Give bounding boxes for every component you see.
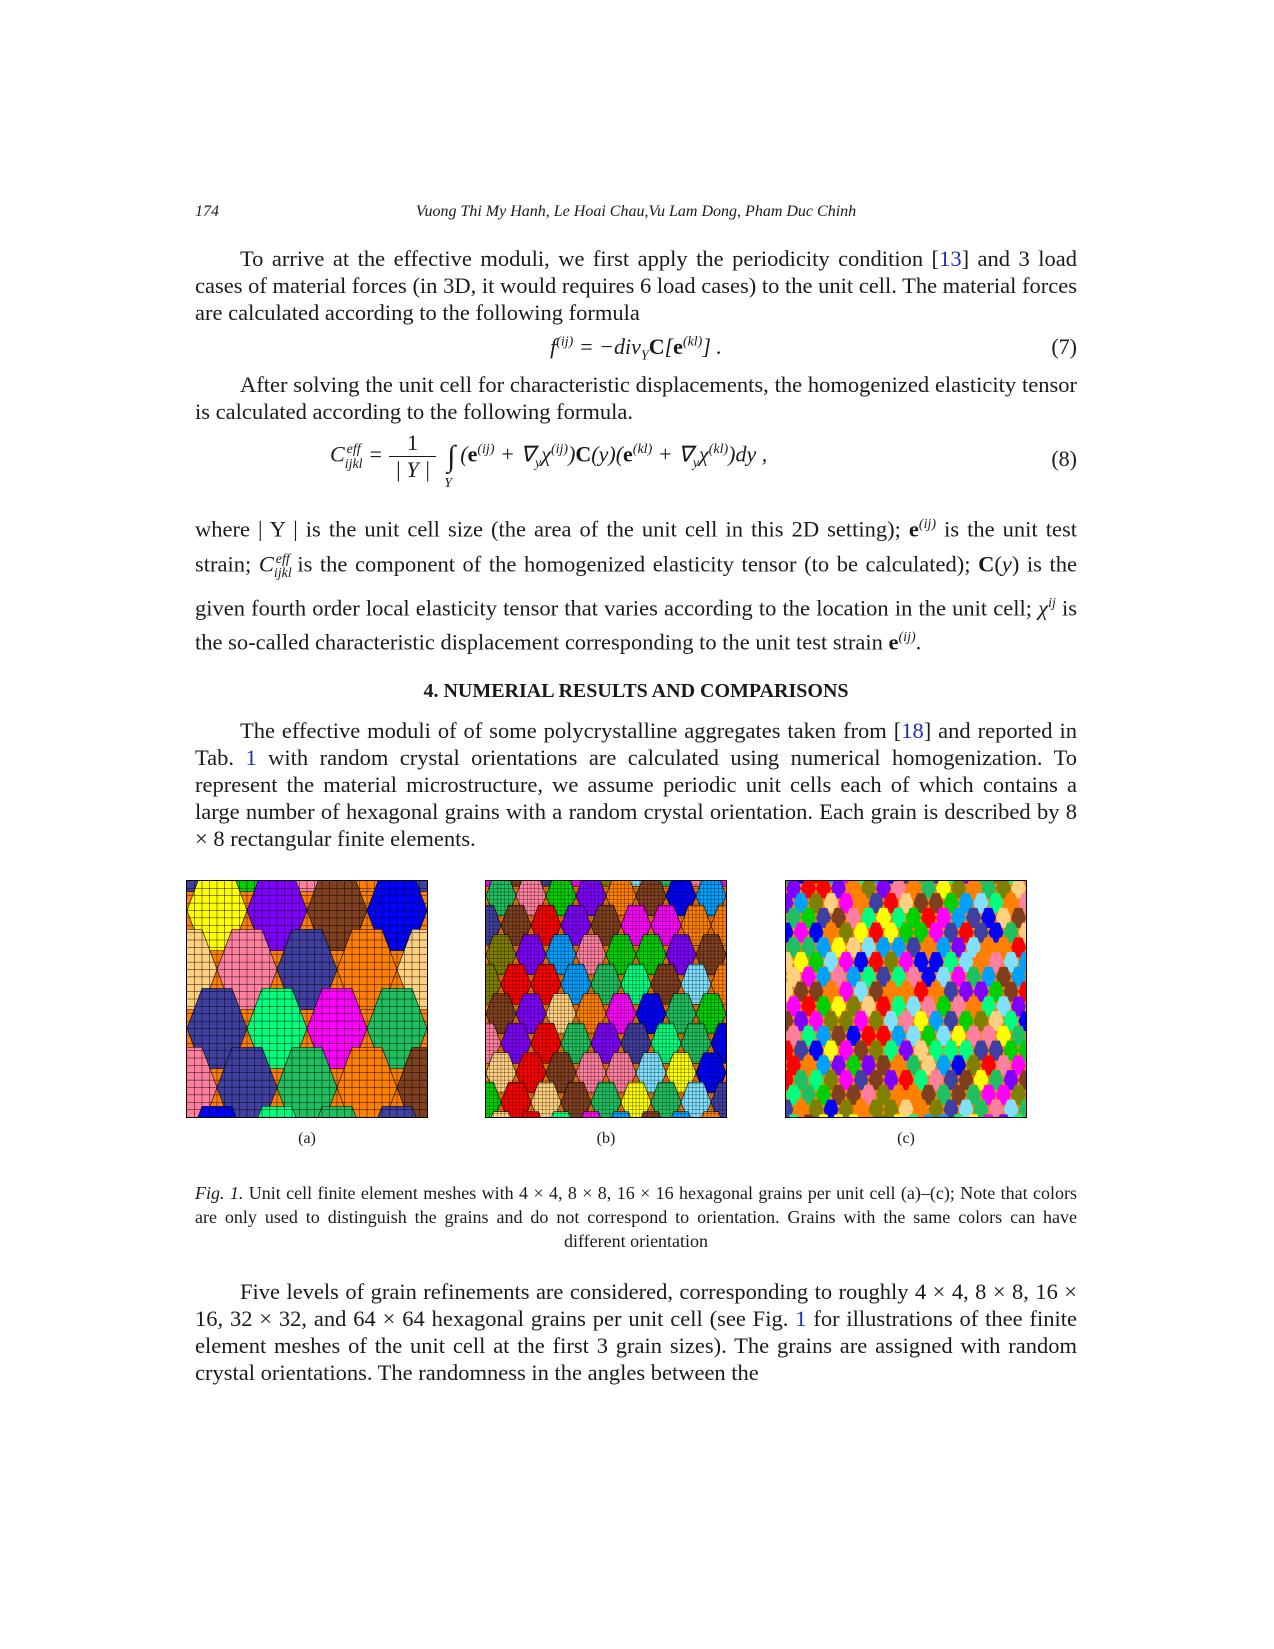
equation-7-body: $f^{(ij)} = -div_YC[e^{(kl)}]$ . [550,334,722,364]
mesh-panel-a [186,880,428,1118]
paragraph-periodicity: To arrive at the effective moduli, we first apply the periodicity condition [13] and 3 load cases of material forces (in 3D, it would requires 6 load cases) to the unit cell. The material forces are calculated according to the following formula [195,246,1077,325]
mesh-panel-b [485,880,727,1118]
paragraph-definitions: where | Y | is the unit cell size (the area of the unit cell in this 2D setting); $e^{(ij)}$ is the unit test strain; $C_{ijkl}^{eff}$ is the component of the homogenized elasticity tensor (to be calculated); C(y) is the given fourth order local elasticity tensor that varies according to the location in the unit cell; $\chi^{ij}$ is the so-called characteristic displacement corresponding to the unit test strain $e^{(ij)}$. [195,516,1078,655]
running-head-authors: Vuong Thi My Hanh, Le Hoai Chau,Vu Lam Dong, Pham Duc Chinh [415,203,857,220]
paragraph-grain-refinement: Five levels of grain refinements are considered, corresponding to roughly 4 × 4, 8 × 8, 16 × 16, 32 × 32, and 64 × 64 hexagonal grains per unit cell (see Fig. 1 for illustrations of thee finite element meshes of the unit cell at the first 3 grain sizes). The grains are assigned with random crystal orientations. The randomness in the angles between the [195,1279,1077,1385]
equation-8 [195,428,1077,498]
equation-7-number: (7) [1051,334,1077,359]
figure-link[interactable]: 1 [795,1306,807,1331]
paragraph-homogenized: After solving the unit cell for characteristic displacements, the homogenized elasticity tensor is calculated according to the following formula. [195,372,1077,424]
figure-label: Fig. 1. [195,1183,244,1203]
running-head [195,203,1077,227]
table-link[interactable]: 1 [245,745,257,770]
mesh-image-c [786,881,1026,1117]
section-heading: 4. NUMERIAL RESULTS AND COMPARISONS [423,680,849,702]
panel-label-b: (b) [596,1130,616,1147]
equation-8-body: C eff ijkl = $\frac{1}{| Y |}$ ∫ Y $(e^{(ij)} + \nabla_y\chi^{(ij)})C(y)(e^{(kl)} + \nabla_y\chi^{(kl)})dy$ , [330,430,768,491]
citation-link[interactable]: 13 [939,246,962,271]
citation-link[interactable]: 18 [901,718,924,743]
mesh-image-b [486,881,726,1117]
mesh-panel-c [785,880,1027,1118]
paragraph-effective-moduli: The effective moduli of of some polycrystalline aggregates taken from [18] and reported in Tab. 1 with random crystal orientations are calculated using numerical homogenization. To represent the material microstructure, we assume periodic unit cells each of which contains a large number of hexagonal grains with a random crystal orientation. Each grain is described by 8 × 8 rectangular finite elements. [195,718,1077,851]
page-number: 174 [195,203,219,220]
figure-caption: Fig. 1. Unit cell finite element meshes with 4 × 4, 8 × 8, 16 × 16 hexagonal grains per unit cell (a)–(c); Note that colors are only used to distinguish the grains and do not correspond to orientation. Grains with the same colors can have different orientation [195,1183,1077,1251]
panel-label-a: (a) [298,1130,316,1147]
equation-8-number: (8) [1051,446,1077,471]
mesh-image-a [187,881,427,1117]
panel-label-c: (c) [897,1130,915,1147]
equation-7 [195,334,1077,364]
